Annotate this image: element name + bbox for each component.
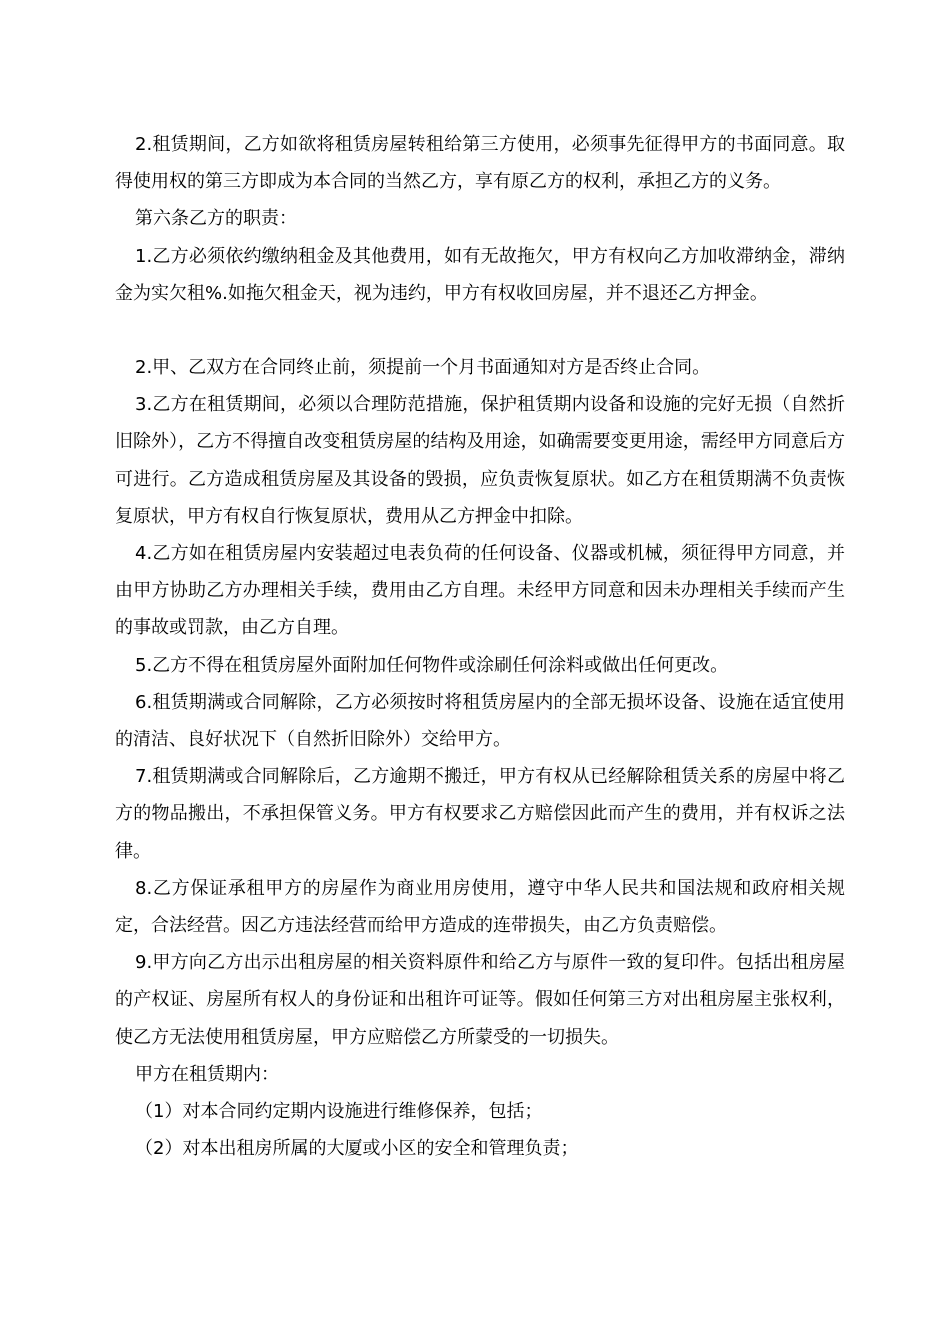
heading-article-six: 第六条乙方的职责： [135, 208, 297, 230]
paragraph-move-out: 7.租赁期满或合同解除后，乙方逾期不搬迁，甲方有权从已经解除租赁关系的房屋中将乙方的物品搬出，不承担保管义务。甲方有权要求乙方赔偿因此而产生的费用，并有权诉之法律。 [115, 766, 845, 862]
list-item-1: （1）对本合同约定期内设施进行维修保养，包括； [135, 1101, 543, 1123]
paragraph-documents: 9.甲方向乙方出示出租房屋的相关资料原件和给乙方与原件一致的复印件。包括出租房屋的产权证、房屋所有权人的身份证和出租许可证等。假如任何第三方对出租房屋主张权利，使乙方无法使用租赁房屋，甲方应赔偿乙方所蒙受的一切损失。 [115, 952, 845, 1048]
paragraph-electrical-load: 4.乙方如在租赁房屋内安装超过电表负荷的任何设备、仪器或机械，须征得甲方同意，并由甲方协助乙方办理相关手续，费用由乙方自理。未经甲方同意和因未办理相关手续而产生的事故或罚款，由乙方自理。 [115, 543, 845, 639]
paragraph-no-alterations: 5.乙方不得在租赁房屋外面附加任何物件或涂刷任何涂料或做出任何更改。 [135, 654, 729, 676]
blank-line [115, 312, 845, 349]
heading-lessor-duties: 甲方在租赁期内： [135, 1063, 279, 1085]
paragraph-commercial-use: 8.乙方保证承租甲方的房屋作为商业用房使用，遵守中华人民共和国法规和政府相关规定，合法经营。因乙方违法经营而给甲方造成的连带损失，由乙方负责赔偿。 [115, 877, 845, 937]
paragraph-rent-payment: 1.乙方必须依约缴纳租金及其他费用，如有无故拖欠，甲方有权向乙方加收滞纳金，滞纳金为实欠租%.如拖欠租金天，视为违约，甲方有权收回房屋，并不退还乙方押金。 [115, 245, 845, 304]
list-item-2: （2）对本出租房所属的大厦或小区的安全和管理负责； [135, 1138, 579, 1160]
paragraph-maintenance: 3.乙方在租赁期间，必须以合理防范措施，保护租赁期内设备和设施的完好无损（自然折旧除外），乙方不得擅自改变租赁房屋的结构及用途，如确需要变更用途，需经甲方同意后方可进行。乙方造成租赁房屋及其设备的毁损，应负责恢复原状。如乙方在租赁期满不负责恢复原状，甲方有权自行恢复原状，费用从乙方押金中扣除。 [115, 394, 845, 527]
paragraph-termination-notice: 2.甲、乙双方在合同终止前，须提前一个月书面通知对方是否终止合同。 [135, 357, 711, 379]
paragraph-sublet: 2.租赁期间，乙方如欲将租赁房屋转租给第三方使用，必须事先征得甲方的书面同意。取得使用权的第三方即成为本合同的当然乙方，享有原乙方的权利，承担乙方的义务。 [115, 134, 845, 193]
paragraph-handover: 6.租赁期满或合同解除，乙方必须按时将租赁房屋内的全部无损坏设备、设施在适宜使用的清洁、良好状况下（自然折旧除外）交给甲方。 [115, 691, 845, 751]
document-page [115, 126, 845, 1167]
